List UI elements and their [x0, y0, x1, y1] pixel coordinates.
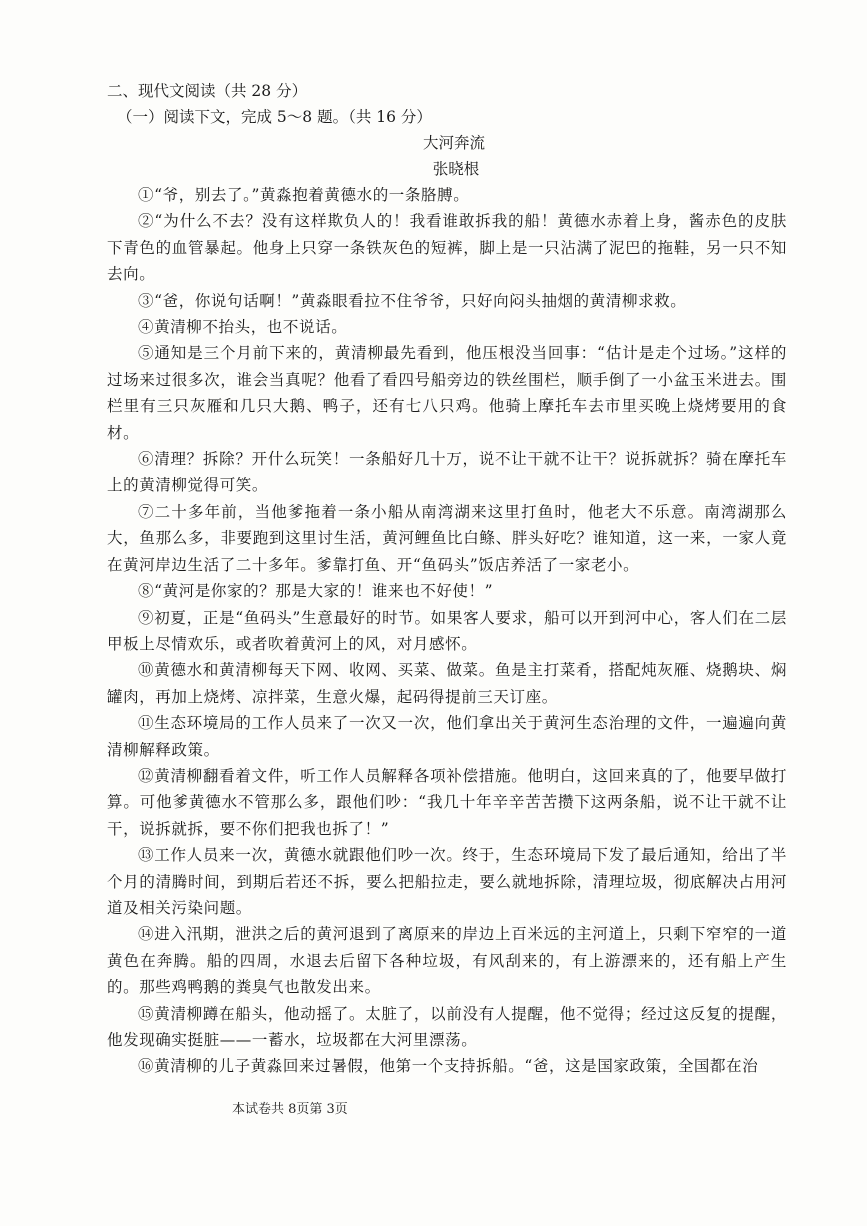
paragraph-7: ⑦二十多年前，当他爹拖着一条小船从南湾湖来这里打鱼时，他老大不乐意。南湾湖那么大，鱼那么多，非要跑到这里讨生活，黄河鲤鱼比白鲦、胖头好吃？谁知道，这一来，一家人竟在黄河岸边生活了二十多年。爹靠打鱼、开“鱼码头”饭店养活了一家老小。 — [107, 502, 787, 574]
paragraph-4: ④黄清柳不抬头，也不说话。 — [138, 318, 348, 337]
paragraph-2: ②“为什么不去？没有这样欺负人的！我看谁敢拆我的船！黄德水赤着上身，酱赤色的皮肤下青色的血管暴起。他身上只穿一条铁灰色的短裤，脚上是一只沾满了泥巴的拖鞋，另一只不知去向。 — [107, 212, 787, 284]
paragraph-5: ⑤通知是三个月前下来的，黄清柳最先看到，他压根没当回事：“估计是走个过场。”这样的过场来过很多次，谁会当真呢？他看了看四号船旁边的铁丝围栏，顺手倒了一小盆玉米进去。围栏里有三只灰雁和几只大鹅、鸭子，还有七八只鸡。他骑上摩托车去市里买晚上烧烤要用的食材。 — [107, 344, 787, 442]
paragraph-13: ⑬工作人员来一次，黄德水就跟他们吵一次。终于，生态环境局下发了最后通知，给出了半个月的清腾时间，到期后若还不拆，要么把船拉走，要么就地拆除，清理垃圾，彻底解决占用河道及相关污染问题。 — [107, 846, 787, 917]
question-instruction: （一）阅读下文，完成 5～8 题。（共 16 分） — [117, 108, 432, 126]
article-body — [107, 182, 787, 1080]
paragraph-9: ⑨初夏，正是“鱼码头”生意最好的时节。如果客人要求，船可以开到河中心，客人们在二层甲板上尽情欢乐，或者吹着黄河上的风，对月感怀。 — [107, 608, 787, 653]
paragraph-11: ⑪生态环境局的工作人员来了一次又一次，他们拿出关于黄河生态治理的文件，一遍遍向黄清柳解释政策。 — [107, 714, 787, 759]
paragraph-3: ③“爸，你说句话啊！”黄淼眼看拉不住爷爷，只好向闷头抽烟的黄清柳求救。 — [138, 291, 687, 310]
page-footer: 本试卷共 8页第 3页 — [232, 1102, 348, 1117]
paragraph-10: ⑩黄德水和黄清柳每天下网、收网、买菜、做菜。鱼是主打菜肴，搭配炖灰雁、烧鹅块、焖罐肉，再加上烧烤、凉拌菜，生意火爆，起码得提前三天订座。 — [107, 661, 787, 706]
paragraph-6: ⑥清理？拆除？开什么玩笑！一条船好几十万，说不让干就不让干？说拆就拆？骑在摩托车上的黄清柳觉得可笑。 — [107, 450, 787, 495]
article-title: 大河奔流 — [422, 134, 485, 152]
paragraph-14: ⑭进入汛期，泄洪之后的黄河退到了离原来的岸边上百米远的主河道上，只剩下窄窄的一道黄色在奔腾。船的四周，水退去后留下各种垃圾，有风刮来的，有上游漂来的，还有船上产生的。那些鸡鸭鹅的粪臭气也散发出来。 — [107, 925, 787, 997]
article-author: 张晓根 — [432, 160, 480, 178]
paragraph-8: ⑧“黄河是你家的？那是大家的！谁来也不好使！” — [138, 582, 494, 601]
section-title: 二、现代文阅读（共 28 分） — [107, 82, 308, 100]
page-content — [107, 78, 787, 1080]
paragraph-16: ⑯黄清柳的儿子黄淼回来过暑假，他第一个支持拆船。“爸，这是国家政策，全国都在治 — [138, 1057, 759, 1076]
paragraph-15: ⑮黄清柳蹲在船头，他动摇了。太脏了，以前没有人提醒，他不觉得；经过这反复的提醒，他发现确实挺脏——一蓄水，垃圾都在大河里漂荡。 — [107, 1004, 787, 1049]
paragraph-1: ①“爷，别去了。”黄淼抱着黄德水的一条胳膊。 — [138, 186, 470, 204]
paragraph-12: ⑫黄清柳翻看着文件，听工作人员解释各项补偿措施。他明白，这回来真的了，他要早做打算。可他爹黄德水不管那么多，跟他们吵：“我几十年辛辛苦苦攒下这两条船，说不让干就不让干，说拆就拆，要不你们把我也拆了！” — [107, 766, 787, 838]
